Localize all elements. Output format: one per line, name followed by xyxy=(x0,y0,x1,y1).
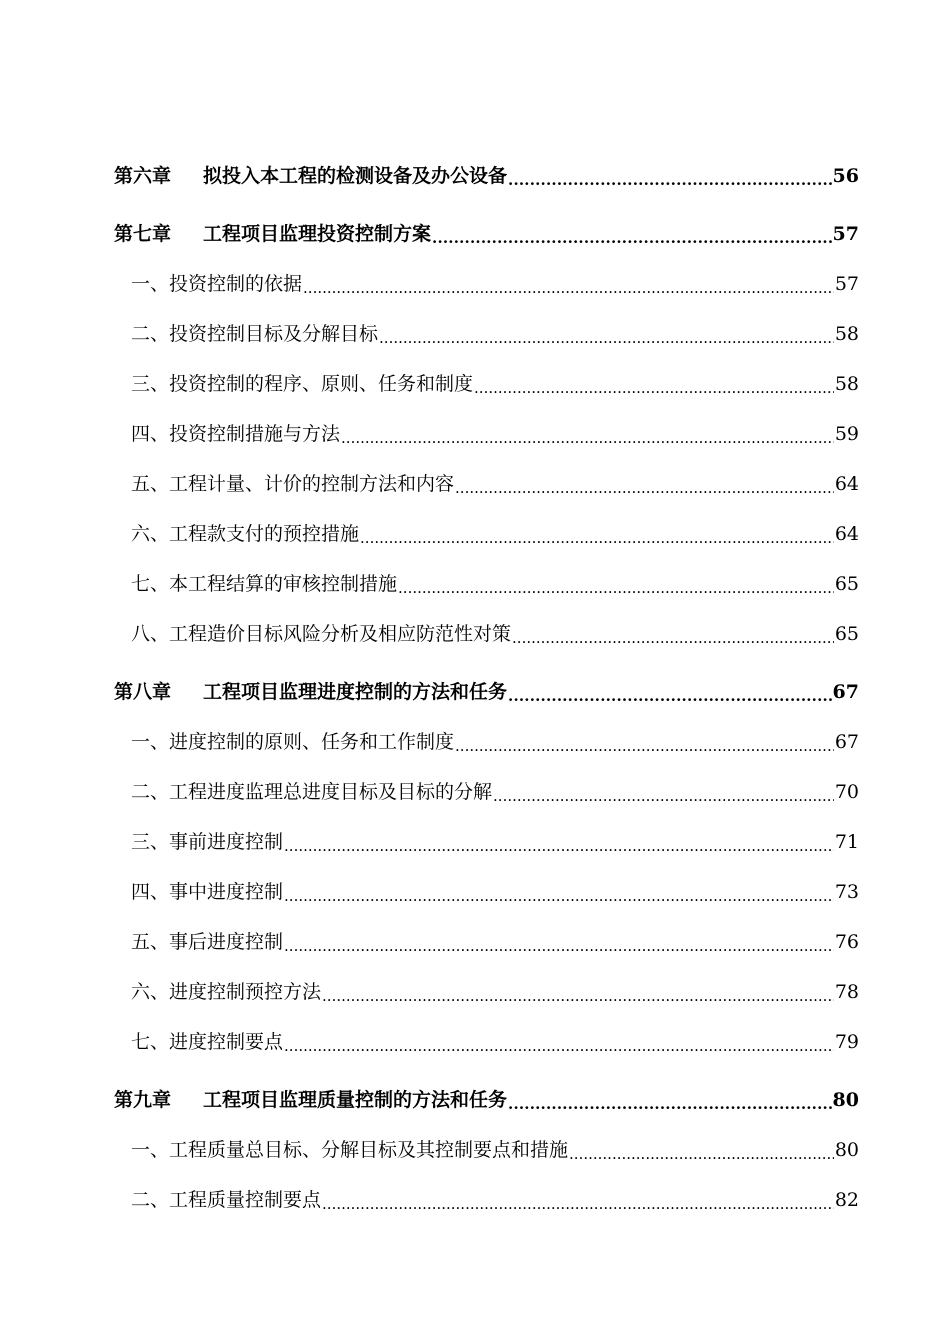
toc-entry-title: 进度控制要点 xyxy=(169,1031,284,1053)
toc-entry-number: 六、 xyxy=(131,981,170,1003)
toc-entry-title: 进度控制预控方法 xyxy=(169,981,322,1003)
toc-entry-number: 第七章 xyxy=(114,223,172,245)
toc-entry-title: 工程款支付的预控措施 xyxy=(169,523,360,545)
toc-dot-leader xyxy=(379,322,834,346)
toc-page-number: 57 xyxy=(834,273,859,295)
toc-dot-leader xyxy=(322,1188,834,1212)
toc-page-number: 80 xyxy=(834,1139,859,1161)
toc-entry-number: 一、 xyxy=(131,273,170,295)
toc-entry-number: 四、 xyxy=(131,423,170,445)
toc-dot-leader xyxy=(508,680,832,704)
toc-dot-leader xyxy=(284,930,834,954)
toc-entry-number: 七、 xyxy=(131,573,170,595)
toc-dot-leader xyxy=(284,880,834,904)
toc-page-number: 76 xyxy=(834,931,859,953)
toc-page-number: 58 xyxy=(834,373,859,395)
toc-section-entry[interactable] xyxy=(114,1112,859,1162)
toc-section-entry[interactable] xyxy=(114,954,859,1004)
toc-chapter-entry[interactable] xyxy=(114,188,859,246)
toc-dot-leader xyxy=(493,780,834,804)
toc-page-number: 80 xyxy=(832,1089,859,1111)
toc-page-number: 64 xyxy=(834,523,859,545)
toc-dot-leader xyxy=(512,622,834,646)
toc-entry-number: 八、 xyxy=(131,623,170,645)
toc-dot-leader xyxy=(508,164,832,188)
toc-entry-number: 第八章 xyxy=(114,681,172,703)
toc-dot-leader xyxy=(284,1030,834,1054)
toc-page-number: 70 xyxy=(834,781,859,803)
toc-section-entry[interactable] xyxy=(114,854,859,904)
toc-dot-leader xyxy=(398,572,834,596)
toc-page-number: 67 xyxy=(832,681,859,703)
toc-entry-number: 七、 xyxy=(131,1031,170,1053)
toc-dot-leader xyxy=(455,730,834,754)
toc-section-entry[interactable] xyxy=(114,1004,859,1054)
toc-section-entry[interactable] xyxy=(114,704,859,754)
toc-section-entry[interactable] xyxy=(114,596,859,646)
toc-entry-title: 投资控制措施与方法 xyxy=(169,423,341,445)
toc-entry-title: 工程计量、计价的控制方法和内容 xyxy=(169,473,455,495)
toc-page-number: 79 xyxy=(834,1031,859,1053)
toc-chapter-entry[interactable] xyxy=(114,130,859,188)
toc-page-number: 82 xyxy=(834,1189,859,1211)
toc-chapter-entry[interactable] xyxy=(114,1054,859,1112)
toc-section-entry[interactable] xyxy=(114,546,859,596)
toc-entry-number: 二、 xyxy=(131,1189,170,1211)
toc-section-entry[interactable] xyxy=(114,804,859,854)
toc-entry-number: 一、 xyxy=(131,731,170,753)
toc-entry-title: 工程项目监理质量控制的方法和任务 xyxy=(203,1089,508,1111)
toc-section-entry[interactable] xyxy=(114,446,859,496)
toc-page-number: 73 xyxy=(834,881,859,903)
toc-section-entry[interactable] xyxy=(114,246,859,296)
toc-entry-number: 五、 xyxy=(131,473,170,495)
toc-section-entry[interactable] xyxy=(114,396,859,446)
toc-dot-leader xyxy=(341,422,834,446)
toc-dot-leader xyxy=(508,1088,832,1112)
toc-entry-title: 工程质量控制要点 xyxy=(169,1189,322,1211)
toc-section-entry[interactable] xyxy=(114,754,859,804)
toc-page-number: 71 xyxy=(834,831,859,853)
toc-chapter-entry[interactable] xyxy=(114,646,859,704)
toc-entry-title: 投资控制的依据 xyxy=(169,273,303,295)
toc-dot-leader xyxy=(284,830,834,854)
toc-page-number: 59 xyxy=(834,423,859,445)
toc-entry-number: 五、 xyxy=(131,931,170,953)
toc-page-number: 56 xyxy=(832,165,859,187)
toc-entry-number: 第九章 xyxy=(114,1089,172,1111)
toc-entry-title: 工程项目监理投资控制方案 xyxy=(203,223,432,245)
toc-section-entry[interactable] xyxy=(114,496,859,546)
toc-page-number: 67 xyxy=(834,731,859,753)
toc-dot-leader xyxy=(432,222,832,246)
toc-entry-title: 本工程结算的审核控制措施 xyxy=(169,573,398,595)
toc-entry-number: 二、 xyxy=(131,323,170,345)
toc-entry-title: 工程造价目标风险分析及相应防范性对策 xyxy=(169,623,512,645)
toc-page-number: 65 xyxy=(834,623,859,645)
toc-entry-number: 六、 xyxy=(131,523,170,545)
toc-entry-title: 投资控制目标及分解目标 xyxy=(169,323,379,345)
toc-page-number: 58 xyxy=(834,323,859,345)
toc-entry-title: 事中进度控制 xyxy=(169,881,284,903)
toc-entry-number: 二、 xyxy=(131,781,170,803)
toc-page-number: 78 xyxy=(834,981,859,1003)
toc-page-number: 57 xyxy=(832,223,859,245)
table-of-contents xyxy=(114,130,859,1212)
toc-entry-title: 工程项目监理进度控制的方法和任务 xyxy=(203,681,508,703)
toc-dot-leader xyxy=(322,980,834,1004)
toc-entry-number: 四、 xyxy=(131,881,170,903)
toc-page-number: 64 xyxy=(834,473,859,495)
toc-dot-leader xyxy=(474,372,834,396)
toc-entry-number: 一、 xyxy=(131,1139,170,1161)
toc-page-number: 65 xyxy=(834,573,859,595)
toc-section-entry[interactable] xyxy=(114,1162,859,1212)
toc-dot-leader xyxy=(455,472,834,496)
toc-section-entry[interactable] xyxy=(114,904,859,954)
toc-dot-leader xyxy=(360,522,834,546)
toc-entry-title: 事后进度控制 xyxy=(169,931,284,953)
toc-section-entry[interactable] xyxy=(114,346,859,396)
toc-section-entry[interactable] xyxy=(114,296,859,346)
toc-dot-leader xyxy=(569,1138,834,1162)
toc-dot-leader xyxy=(303,272,834,296)
toc-entry-number: 三、 xyxy=(131,831,170,853)
toc-entry-number: 三、 xyxy=(131,373,170,395)
toc-entry-title: 进度控制的原则、任务和工作制度 xyxy=(169,731,455,753)
toc-entry-title: 拟投入本工程的检测设备及办公设备 xyxy=(203,165,508,187)
toc-entry-title: 工程质量总目标、分解目标及其控制要点和措施 xyxy=(169,1139,569,1161)
toc-entry-title: 投资控制的程序、原则、任务和制度 xyxy=(169,373,474,395)
toc-entry-title: 工程进度监理总进度目标及目标的分解 xyxy=(169,781,493,803)
toc-entry-number: 第六章 xyxy=(114,165,172,187)
toc-entry-title: 事前进度控制 xyxy=(169,831,284,853)
